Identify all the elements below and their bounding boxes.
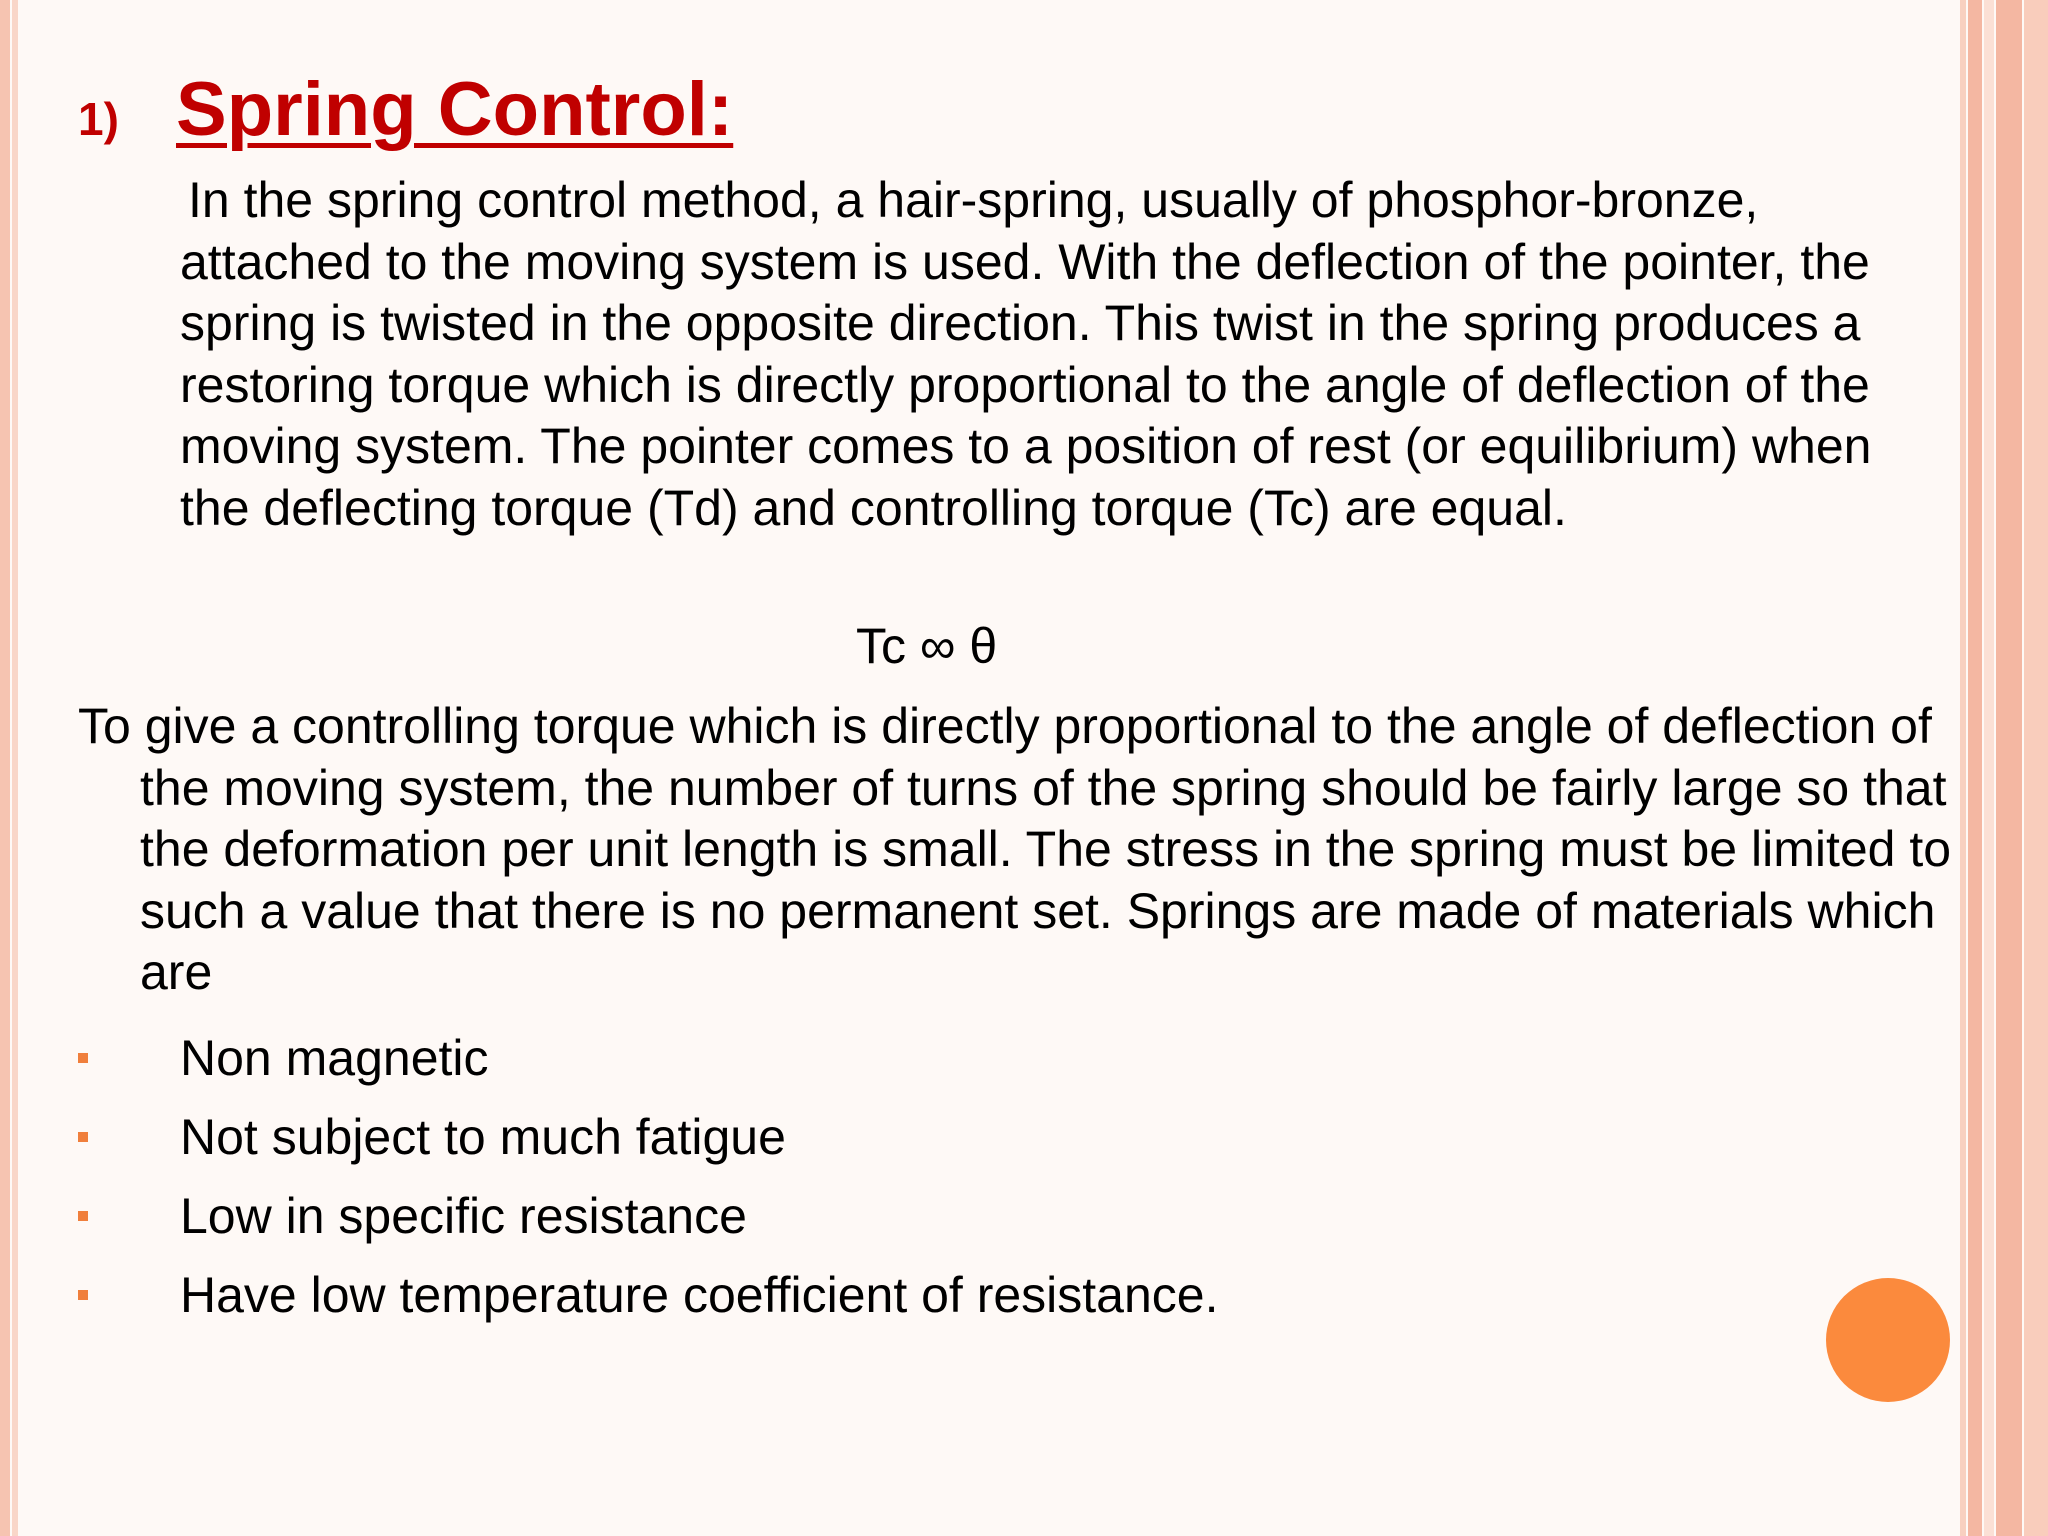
title-number: 1) [78,93,119,145]
paragraph-controlling-torque: To give a controlling torque which is directly proportional to the angle of deflection of the moving system, the number of turns of the spring should be fairly large so that the deformation per unit length is small. The stress in the spring must be limited to such a value that there is no permanent set. Springs are made of materials which are [78,698,1952,1000]
slide-title-row [78,66,733,153]
decorative-circle-icon [1826,1278,1950,1402]
list-item-text: Low in specific resistance [180,1187,747,1244]
list-item [78,1097,1218,1176]
list-item-text: Not subject to much fatigue [180,1108,786,1165]
material-properties-list [78,1018,1218,1334]
right-border-stripe [2024,0,2048,1536]
list-item [78,1018,1218,1097]
square-bullet-icon [78,1211,88,1221]
paragraph-spring-control: In the spring control method, a hair-spring, usually of phosphor-bronze, attached to the moving system is used. With the deflection of the pointer, the spring is twisted in the opposite direction. This twist in the spring produces a restoring torque which is directly proportional to the angle of deflection of the moving system. The pointer comes to a position of rest (or equilibrium) when the deflecting torque (Td) and controlling torque (Tc) are equal. [180,172,1872,536]
list-item-text: Have low temperature coefficient of resistance. [180,1266,1219,1323]
list-item [78,1255,1218,1334]
square-bullet-icon [78,1290,88,1300]
square-bullet-icon [78,1132,88,1142]
list-item-text: Non magnetic [180,1029,489,1086]
list-item [78,1176,1218,1255]
square-bullet-icon [78,1053,88,1063]
slide-title: Spring Control: [176,67,734,152]
formula: Tc ∞ θ [856,618,998,674]
